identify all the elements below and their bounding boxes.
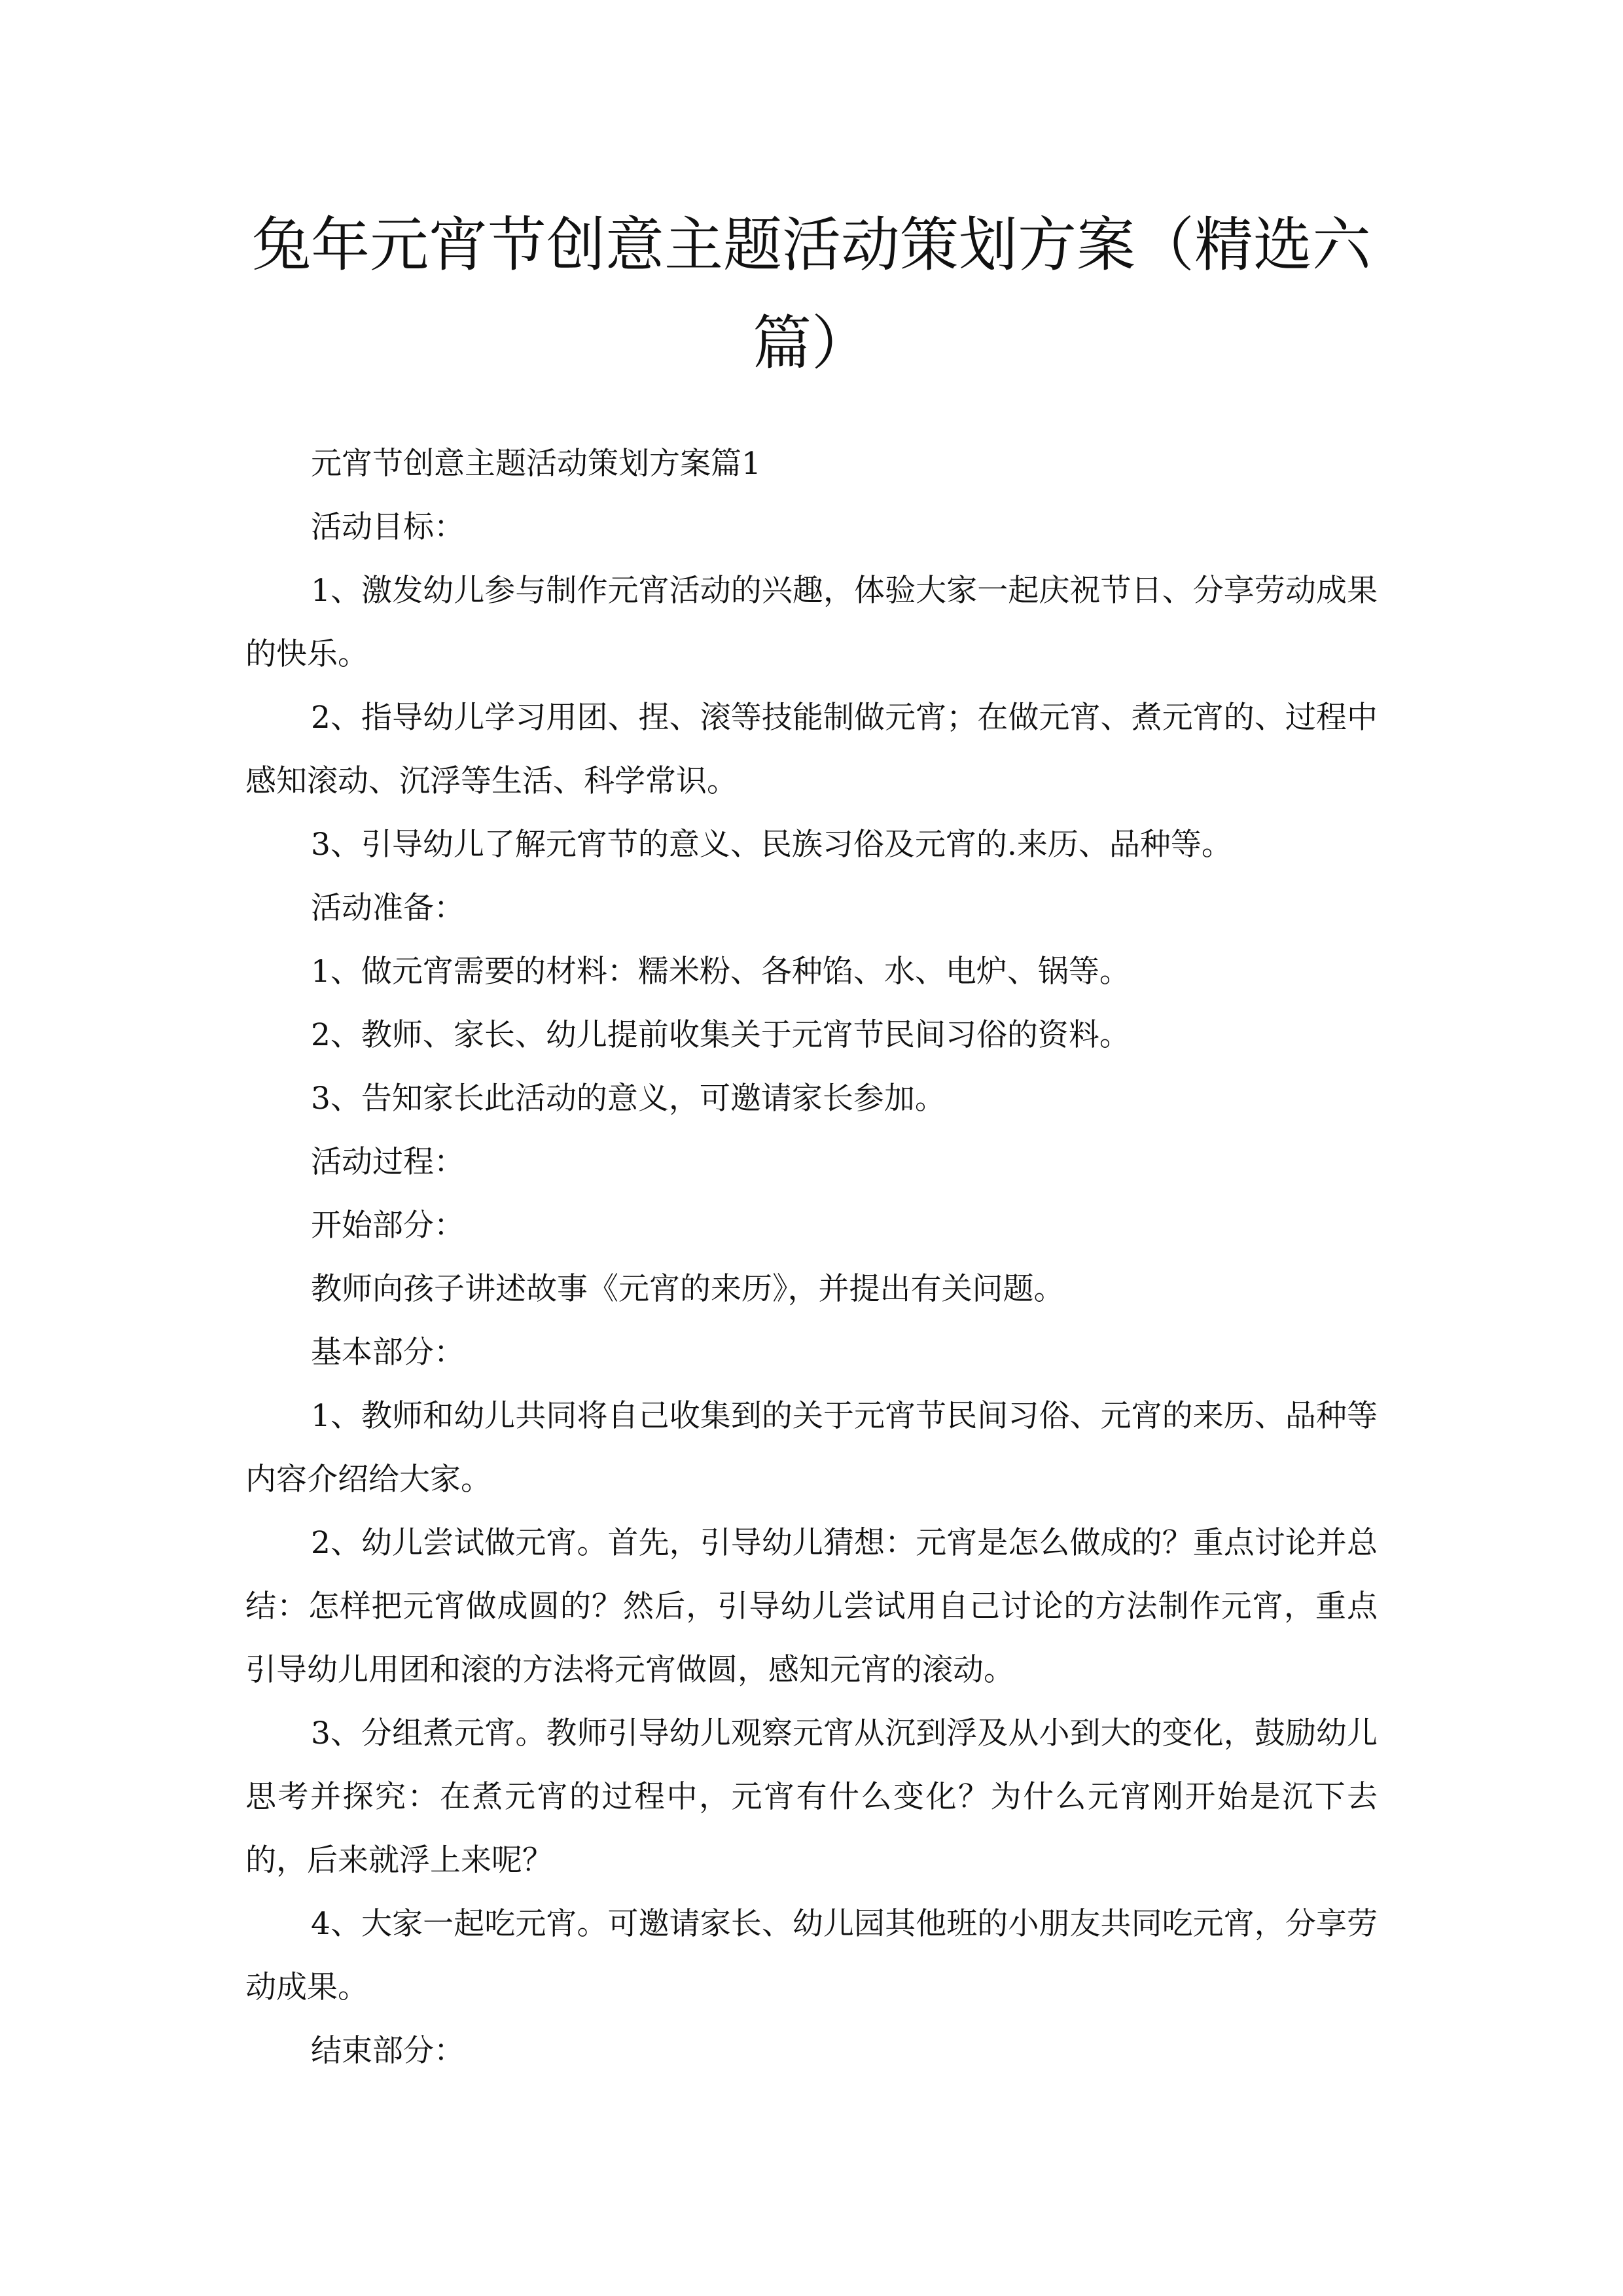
- paragraph: 教师向孩子讲述故事《元宵的来历》，并提出有关问题。: [311, 1271, 1065, 1307]
- paragraph: 结束部分：: [311, 2033, 465, 2069]
- paragraph: 1、激发幼儿参与制作元宵活动的兴趣，体验大家一起庆祝节日、分享劳动成果的快乐。: [245, 573, 1378, 672]
- document-title: 兔年元宵节创意主题活动策划方案（精选六篇）: [252, 211, 1371, 378]
- document-body: [245, 432, 1378, 2083]
- paragraph: 基本部分：: [311, 1335, 465, 1371]
- paragraph: 2、指导幼儿学习用团、捏、滚等技能制做元宵；在做元宵、煮元宵的、过程中感知滚动、沉浮等生活、科学常识。: [245, 700, 1378, 799]
- paragraph: 3、引导幼儿了解元宵节的意义、民族习俗及元宵的.来历、品种等。: [311, 827, 1232, 863]
- paragraph: 2、教师、家长、幼儿提前收集关于元宵节民间习俗的资料。: [311, 1017, 1130, 1053]
- paragraph: 1、做元宵需要的材料：糯米粉、各种馅、水、电炉、锅等。: [311, 954, 1130, 990]
- paragraph: 活动过程：: [311, 1144, 465, 1180]
- paragraph: 3、告知家长此活动的意义，可邀请家长参加。: [311, 1081, 946, 1117]
- section-heading: 元宵节创意主题活动策划方案篇1: [311, 446, 761, 482]
- paragraph: 4、大家一起吃元宵。可邀请家长、幼儿园其他班的小朋友共同吃元宵，分享劳动成果。: [245, 1906, 1378, 2005]
- paragraph: 开始部分：: [311, 1208, 465, 1244]
- paragraph: 1、教师和幼儿共同将自己收集到的关于元宵节民间习俗、元宵的来历、品种等内容介绍给大家。: [245, 1398, 1378, 1498]
- paragraph: 2、幼儿尝试做元宵。首先，引导幼儿猜想：元宵是怎么做成的？重点讨论并总结：怎样把元宵做成圆的？然后，引导幼儿尝试用自己讨论的方法制作元宵，重点引导幼儿用团和滚的方法将元宵做圆，感知元宵的滚动。: [245, 1525, 1378, 1688]
- paragraph: 活动目标：: [311, 509, 465, 545]
- paragraph: 3、分组煮元宵。教师引导幼儿观察元宵从沉到浮及从小到大的变化，鼓励幼儿思考并探究：在煮元宵的过程中，元宵有什么变化？为什么元宵刚开始是沉下去的，后来就浮上来呢？: [245, 1715, 1378, 1878]
- paragraph: 活动准备：: [311, 890, 465, 926]
